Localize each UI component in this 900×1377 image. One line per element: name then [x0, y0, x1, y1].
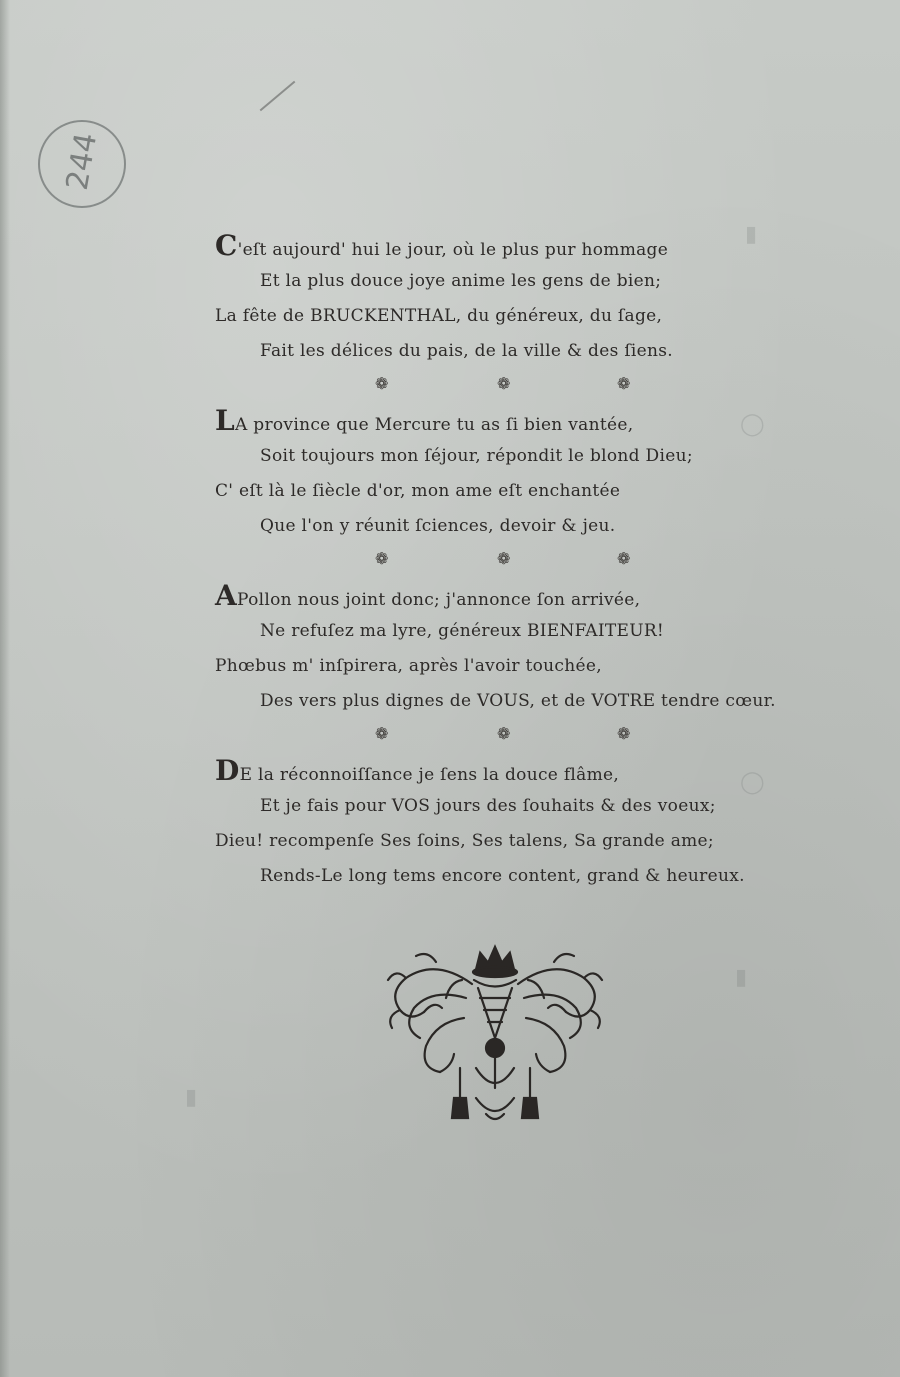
flower-ornament-icon: ❁	[617, 549, 631, 568]
flower-ornament-icon: ❁	[375, 724, 389, 743]
document-page: ▮ ◯ ◯ ▮ ▮ 244 C'eſt aujourd' hui le jour, où le plus pur hommage Et la plus douce joye anime les gens de bien; La fête de BRUCKENTHAL, du généreux, du ſage, Fait les délices du pais, de la ville & des ſiens. ❁ ❁ ❁ LA province que Mercure tu as ſi bien vantée, Soit toujours mon ſéjour, répondit le blond Dieu; C' eſt là le ſiècle d'or, mon ame eſt enchantée Que l'on y réunit ſciences, devoir & jeu. ❁ ❁ ❁ APollon nous joint donc; j'annonce ſon arrivée, Ne refuſez ma lyre, généreux BIENFAITEUR! Phœbus m' inſpirera, après l'avoir touchée, Des vers plus dignes de VOUS, et de VOTRE tendre cœur. ❁ ❁ ❁ DE la réconnoiſſance je ſens la douce flâme, Et je fais pour VOS jours des ſouhaits & des voeux; Dieu! recompenſe Ses ſoins, Ses talens, Sa grande ame; Rends-Le long tems encore content, grand & heureux.	[0, 0, 900, 1377]
stanza-ornaments	[355, 724, 645, 744]
poem-line: C' eſt là le ſiècle d'or, mon ame eſt enchantée	[215, 481, 621, 501]
pen-stroke-mark	[260, 81, 296, 111]
poem-line: Dieu! recompenſe Ses ſoins, Ses talens, Sa grande ame;	[215, 831, 714, 851]
poem-line: LA province que Mercure tu as ſi bien vantée,	[215, 404, 634, 437]
poem-line: APollon nous joint donc; j'annonce ſon arrivée,	[215, 579, 641, 612]
flower-ornament-icon: ❁	[497, 549, 511, 568]
flower-ornament-icon: ❁	[375, 549, 389, 568]
stanza-ornaments	[355, 374, 645, 394]
page-edge-shadow	[0, 0, 10, 1377]
archive-number: 244	[59, 130, 105, 193]
archive-number-stamp	[38, 120, 126, 208]
poem-line: C'eſt aujourd' hui le jour, où le plus pur hommage	[215, 229, 669, 262]
poem-line: Ne refuſez ma lyre, généreux BIENFAITEUR!	[260, 621, 665, 641]
crowned-foliage-vignette-icon	[376, 938, 614, 1128]
flower-ornament-icon: ❁	[617, 374, 631, 393]
stanza-4	[215, 755, 815, 930]
drop-cap: A	[215, 579, 238, 612]
poem-line: Et je fais pour VOS jours des ſouhaits & des voeux;	[260, 796, 716, 816]
poem-line: Que l'on y réunit ſciences, devoir & jeu.	[260, 516, 616, 536]
stanza-2	[215, 405, 815, 580]
stanza-1	[215, 230, 815, 405]
poem-line: Des vers plus dignes de VOUS, et de VOTRE tendre cœur.	[260, 691, 776, 711]
flower-ornament-icon: ❁	[497, 374, 511, 393]
poem	[215, 230, 815, 930]
stanza-3	[215, 580, 815, 755]
drop-cap: C	[215, 229, 238, 262]
flower-ornament-icon: ❁	[617, 724, 631, 743]
flower-ornament-icon: ❁	[497, 724, 511, 743]
poem-line: Et la plus douce joye anime les gens de bien;	[260, 271, 662, 291]
poem-line: Fait les délices du pais, de la ville & des ſiens.	[260, 341, 673, 361]
stanza-ornaments	[355, 549, 645, 569]
drop-cap: L	[215, 404, 235, 437]
drop-cap: D	[215, 754, 240, 787]
poem-line: La fête de BRUCKENTHAL, du généreux, du ſage,	[215, 306, 663, 326]
poem-line: Phœbus m' inſpirera, après l'avoir touchée,	[215, 656, 602, 676]
poem-line: DE la réconnoiſſance je ſens la douce flâme,	[215, 754, 620, 787]
poem-line: Soit toujours mon ſéjour, répondit le blond Dieu;	[260, 446, 693, 466]
flower-ornament-icon: ❁	[375, 374, 389, 393]
poem-line: Rends-Le long tems encore content, grand & heureux.	[260, 866, 745, 886]
